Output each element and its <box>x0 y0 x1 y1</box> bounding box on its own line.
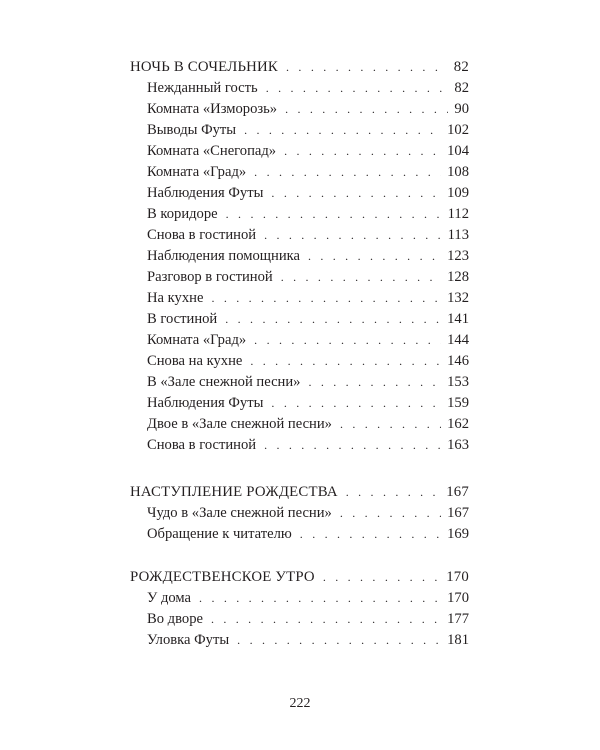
dot-leader <box>254 162 441 183</box>
dot-leader <box>199 588 441 609</box>
entry-title: Нежданный гость <box>147 80 258 96</box>
toc-entry[interactable] <box>147 183 469 204</box>
dot-leader <box>308 246 441 267</box>
dot-leader <box>300 524 441 545</box>
dot-leader <box>340 414 441 435</box>
page-number: 90 <box>454 101 469 117</box>
section-title: НОЧЬ В СОЧЕЛЬНИК <box>130 59 279 75</box>
entry-title: В коридоре <box>147 206 218 222</box>
toc-entry[interactable] <box>147 351 469 372</box>
page-number: 128 <box>447 269 469 285</box>
dot-leader <box>244 120 441 141</box>
page-number: 153 <box>447 374 469 390</box>
entry-title: В «Зале снежной песни» <box>147 374 301 390</box>
entry-title: Снова на кухне <box>147 353 243 369</box>
toc-section-heading[interactable] <box>130 567 469 588</box>
toc-entry[interactable] <box>147 162 469 183</box>
toc-entry[interactable] <box>147 99 469 120</box>
entry-title: В гостиной <box>147 311 218 327</box>
entry-title: Разговор в гостиной <box>147 269 273 285</box>
dot-leader <box>211 609 441 630</box>
toc-entry[interactable] <box>147 372 469 393</box>
entry-title: Снова в гостиной <box>147 227 257 243</box>
entry-title: Наблюдения Футы <box>147 185 264 201</box>
toc-entry[interactable] <box>147 609 469 630</box>
entry-title: Наблюдения Футы <box>147 395 264 411</box>
page-number: 104 <box>447 143 469 159</box>
section-title: НАСТУПЛЕНИЕ РОЖДЕСТВА <box>130 484 338 500</box>
dot-leader <box>346 482 440 503</box>
entry-title: Наблюдения помощника <box>147 248 300 264</box>
entry-title: Комната «Изморозь» <box>147 101 278 117</box>
dot-leader <box>237 630 441 651</box>
toc-entry[interactable] <box>147 78 469 99</box>
dot-leader <box>284 141 441 162</box>
section-title: РОЖДЕСТВЕНСКОЕ УТРО <box>130 569 315 585</box>
dot-leader <box>211 288 441 309</box>
toc-entry[interactable] <box>147 330 469 351</box>
dot-leader <box>308 372 441 393</box>
toc-entry[interactable] <box>147 267 469 288</box>
dot-leader <box>266 78 449 99</box>
entry-title: Чудо в «Зале снежной песни» <box>147 505 332 521</box>
toc-entry[interactable] <box>147 288 469 309</box>
page-number: 141 <box>447 311 469 327</box>
dot-leader <box>271 393 441 414</box>
page-number: 108 <box>447 164 469 180</box>
toc-section-heading[interactable] <box>130 57 469 78</box>
page-number: 181 <box>447 632 469 648</box>
toc-entry[interactable] <box>147 141 469 162</box>
toc-entry[interactable] <box>147 225 469 246</box>
dot-leader <box>285 99 448 120</box>
toc-entry[interactable] <box>147 393 469 414</box>
entry-title: Обращение к читателю <box>147 526 292 542</box>
entry-title: На кухне <box>147 290 204 306</box>
dot-leader <box>281 267 441 288</box>
dot-leader <box>254 330 441 351</box>
page-folio: 222 <box>289 696 311 711</box>
page-number: 112 <box>447 206 469 222</box>
entry-title: Выводы Футы <box>147 122 237 138</box>
page-number: 123 <box>447 248 469 264</box>
page-number: 146 <box>447 353 469 369</box>
page-number: 102 <box>447 122 469 138</box>
toc-entry[interactable] <box>147 524 469 545</box>
dot-leader <box>286 57 448 78</box>
toc-entry[interactable] <box>147 588 469 609</box>
page-number: 167 <box>447 505 469 521</box>
toc-entry[interactable] <box>147 435 469 456</box>
entry-title: Комната «Град» <box>147 332 247 348</box>
page-number: 132 <box>447 290 469 306</box>
entry-title: У дома <box>147 590 192 606</box>
dot-leader <box>264 435 441 456</box>
page-number: 144 <box>447 332 469 348</box>
page-number: 162 <box>447 416 469 432</box>
toc-section-heading[interactable] <box>130 482 469 503</box>
toc-entry[interactable] <box>147 630 469 651</box>
dot-leader <box>323 567 440 588</box>
toc-entry[interactable] <box>147 246 469 267</box>
page-number: 113 <box>447 227 469 243</box>
toc-entry[interactable] <box>147 309 469 330</box>
toc-entry[interactable] <box>147 414 469 435</box>
entry-title: Двое в «Зале снежной песни» <box>147 416 332 432</box>
page-number: 170 <box>447 590 469 606</box>
page-number: 170 <box>446 569 469 585</box>
dot-leader <box>340 503 441 524</box>
page-number: 159 <box>447 395 469 411</box>
entry-title: Комната «Снегопад» <box>147 143 277 159</box>
dot-leader <box>250 351 441 372</box>
dot-leader <box>264 225 442 246</box>
dot-leader <box>271 183 441 204</box>
page-number: 167 <box>446 484 469 500</box>
dot-leader <box>226 204 442 225</box>
toc-entry[interactable] <box>147 503 469 524</box>
entry-title: Комната «Град» <box>147 164 247 180</box>
dot-leader <box>225 309 441 330</box>
entry-title: Во дворе <box>147 611 203 627</box>
toc-entry[interactable] <box>147 204 469 225</box>
toc-entry[interactable] <box>147 120 469 141</box>
page-number: 177 <box>447 611 469 627</box>
page-number: 82 <box>454 80 469 96</box>
page-number: 109 <box>447 185 469 201</box>
entry-title: Уловка Футы <box>147 632 230 648</box>
page-number: 169 <box>447 526 469 542</box>
entry-title: Снова в гостиной <box>147 437 257 453</box>
page-number: 163 <box>447 437 469 453</box>
page-number: 82 <box>453 59 469 75</box>
